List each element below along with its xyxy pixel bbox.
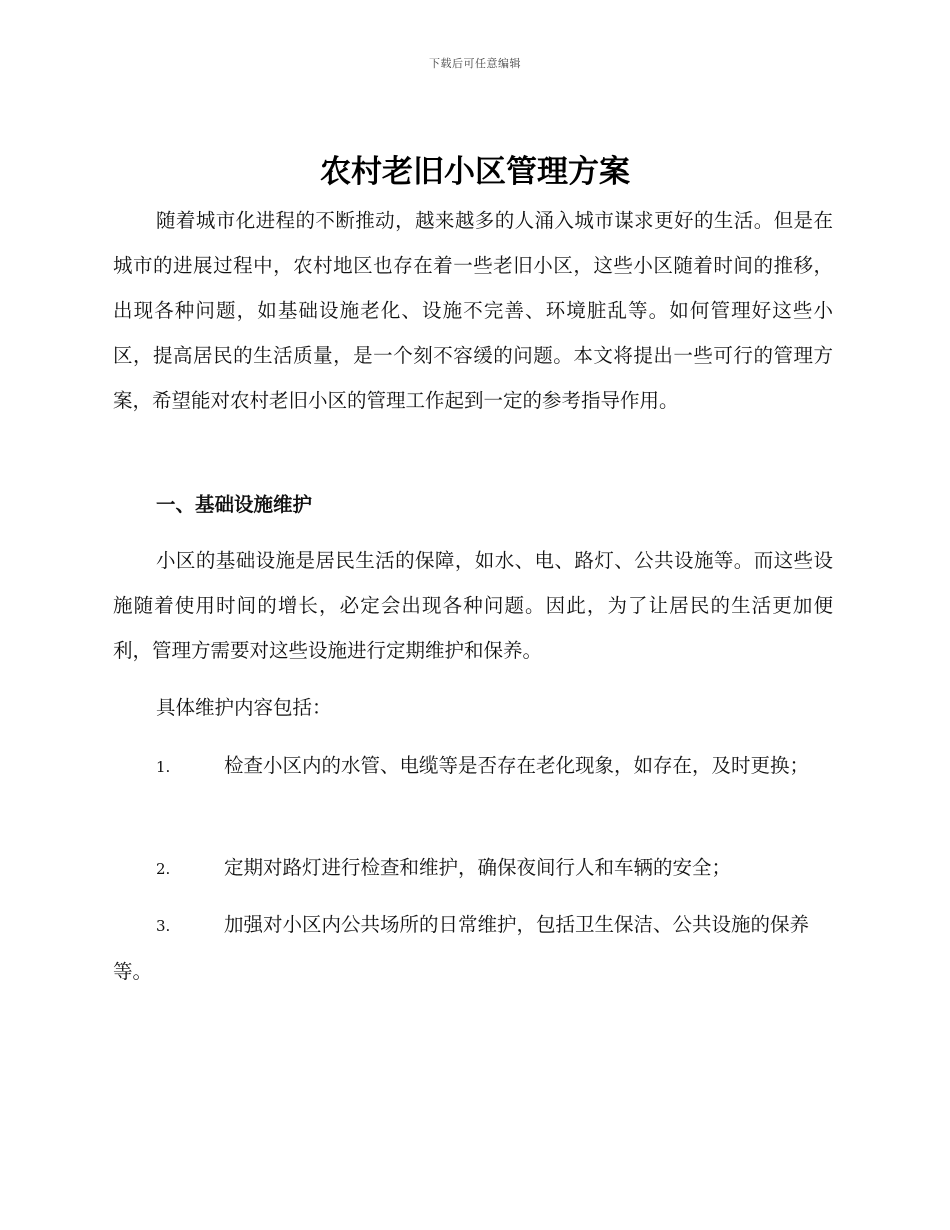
section-heading: 一、基础设施维护: [156, 493, 313, 516]
list-number: 1.: [156, 758, 171, 776]
list-number: 3.: [156, 917, 171, 935]
list-item-text: 检查小区内的水管、电缆等是否存在老化现象，如存在，及时更换；: [224, 754, 810, 777]
list-item: [113, 845, 833, 892]
list-item-text: 定期对路灯进行检查和维护，确保夜间行人和车辆的安全；: [224, 856, 732, 879]
header-note: 下载后可任意编辑: [429, 57, 521, 70]
list-item: [113, 743, 833, 790]
list-item-text: 加强对小区内公共场所的日常维护，包括卫生保洁、公共设施的保养等。: [113, 913, 810, 983]
list-number: 2.: [156, 860, 171, 878]
intro-paragraph: 随着城市化进程的不断推动，越来越多的人涌入城市谋求更好的生活。但是在城市的进展过程中，农村地区也存在着一些老旧小区，这些小区随着时间的推移，出现各种问题，如基础设施老化、设施不完善、环境脏乱等。如何管理好这些小区，提高居民的生活质量，是一个刻不容缓的问题。本文将提出一些可行的管理方案，希望能对农村老旧小区的管理工作起到一定的参考指导作用。: [113, 209, 833, 412]
section-paragraph: 小区的基础设施是居民生活的保障，如水、电、路灯、公共设施等。而这些设施随着使用时间的增长，必定会出现各种问题。因此，为了让居民的生活更加便利，管理方需要对这些设施进行定期维护和保养。: [113, 549, 833, 662]
list-item: [113, 902, 833, 994]
list-intro: 具体维护内容包括：: [156, 696, 332, 719]
document-title: 农村老旧小区管理方案: [320, 154, 630, 190]
